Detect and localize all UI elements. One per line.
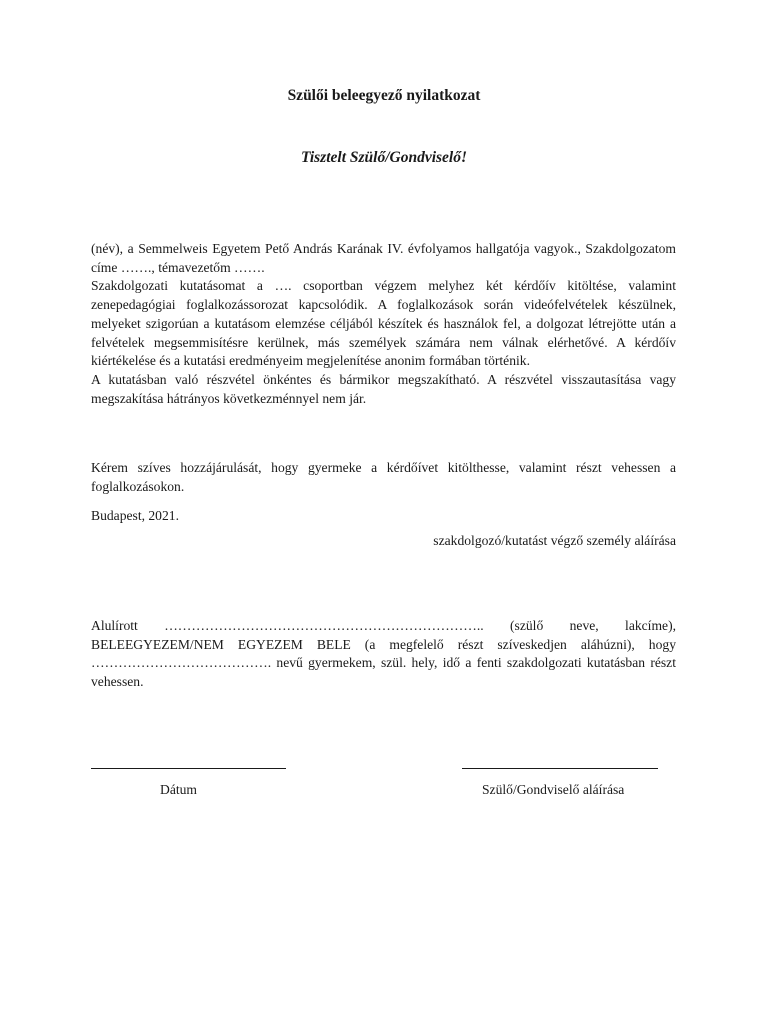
researcher-signature-label: szakdolgozó/kutatást végző személy aláírása <box>433 533 676 548</box>
student-intro-paragraph: (név), a Semmelweis Egyetem Pető András Karának IV. évfolyamos hallgatója vagyok., Szakdolgozatom címe ……., témavezetőm ……. <box>91 241 676 275</box>
salutation: Tisztelt Szülő/Gondviselő! <box>300 149 468 166</box>
parent-consent-paragraph: Alulírott …………………………………………………………….. (szülő neve, lakcíme), BELEEGYEZEM/NEM EGYEZEM BELE (a megfelelő részt szíveskedjen aláhúzni), hogy …………………………………. nevű gyermekem, szül. hely, idő a fenti szakdolgozati kutatásban részt vehessen. <box>91 618 676 690</box>
date-label: Dátum <box>160 782 197 797</box>
consent-request-paragraph: Kérem szíves hozzájárulását, hogy gyermeke a kérdőívet kitölthesse, valamint részt vehessen a foglalkozásokon. <box>91 460 676 494</box>
place-date: Budapest, 2021. <box>91 508 179 523</box>
parent-signature-line <box>462 768 658 769</box>
research-description-paragraph: Szakdolgozati kutatásomat a …. csoportban végzem melyhez két kérdőív kitöltése, valamint zenepedagógiai foglalkozássorozat kapcsolódik. A foglalkozások során videófelvételek készülnek, melyeket szigorúan a kutatásom elemzése céljából készítek és használok fel, a dolgozat létrejötte után a felvételek megsemmisítésre kerülnek, más személyek számára nem válnak elérhetővé. A kérdőív kiértékelése és a kutatási eredményeim megjelenítése anonim formában történik. <box>91 278 676 369</box>
date-signature-line <box>91 768 286 769</box>
document-title: Szülői beleegyező nyilatkozat <box>287 87 481 104</box>
voluntary-participation-paragraph: A kutatásban való részvétel önkéntes és bármikor megszakítható. A részvétel visszautasítása vagy megszakítása hátrányos következménnyel nem jár. <box>91 371 676 406</box>
intro-section <box>91 240 676 408</box>
parent-signature-label: Szülő/Gondviselő aláírása <box>482 782 625 797</box>
